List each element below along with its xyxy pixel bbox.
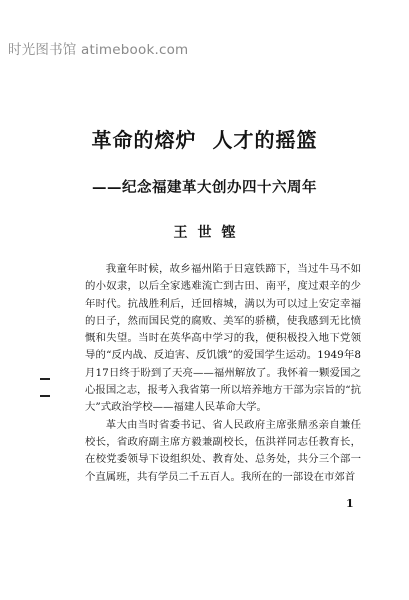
title-part-2: 人才的摇篮 — [212, 128, 318, 152]
page-title — [0, 124, 409, 153]
margin-mark — [40, 378, 50, 380]
paragraph: 我童年时候，故乡福州陷于日寇铁蹄下，当过牛马不如的小奴隶，以后全家逃难流亡到古田、南平，度过艰辛的少年时代。抗战胜利后，迁回榕城，满以为可以过上安定幸福的日子，然而国民党的腐败、美军的骄横，使我感到无比愤慨和失望。当时在英华高中学习的我，便积极投入地下党领导的“反内战、反迫害、反饥饿”的爱国学生运动。1949年8月17日终于盼到了天亮——福州解放了。我怀着一颗爱国之心报国之志，报考入我省第一所以培养地方干部为宗旨的“抗大”式政治学校——福建人民革命大学。 — [85, 263, 361, 414]
paragraph: 革大由当时省委书记、省人民政府主席张鼎丞亲自兼任校长，省政府副主席方毅兼副校长，伍洪祥同志任教育长，在校党委领导下设组织处、教育处、总务处，共分三个部一个直属班，共有学员二千五百人。我所在的一部设在市郊首 — [85, 418, 361, 483]
article-body — [85, 261, 361, 486]
author-name: 王世铿 — [173, 225, 246, 241]
page-number: 1 — [346, 497, 354, 510]
title-part-1: 革命的熔炉 — [91, 128, 197, 152]
watermark-text: 时光图书馆 atimebook.com — [8, 42, 189, 58]
subtitle: ——纪念福建革大创办四十六周年 — [92, 179, 317, 196]
margin-mark — [40, 395, 50, 397]
